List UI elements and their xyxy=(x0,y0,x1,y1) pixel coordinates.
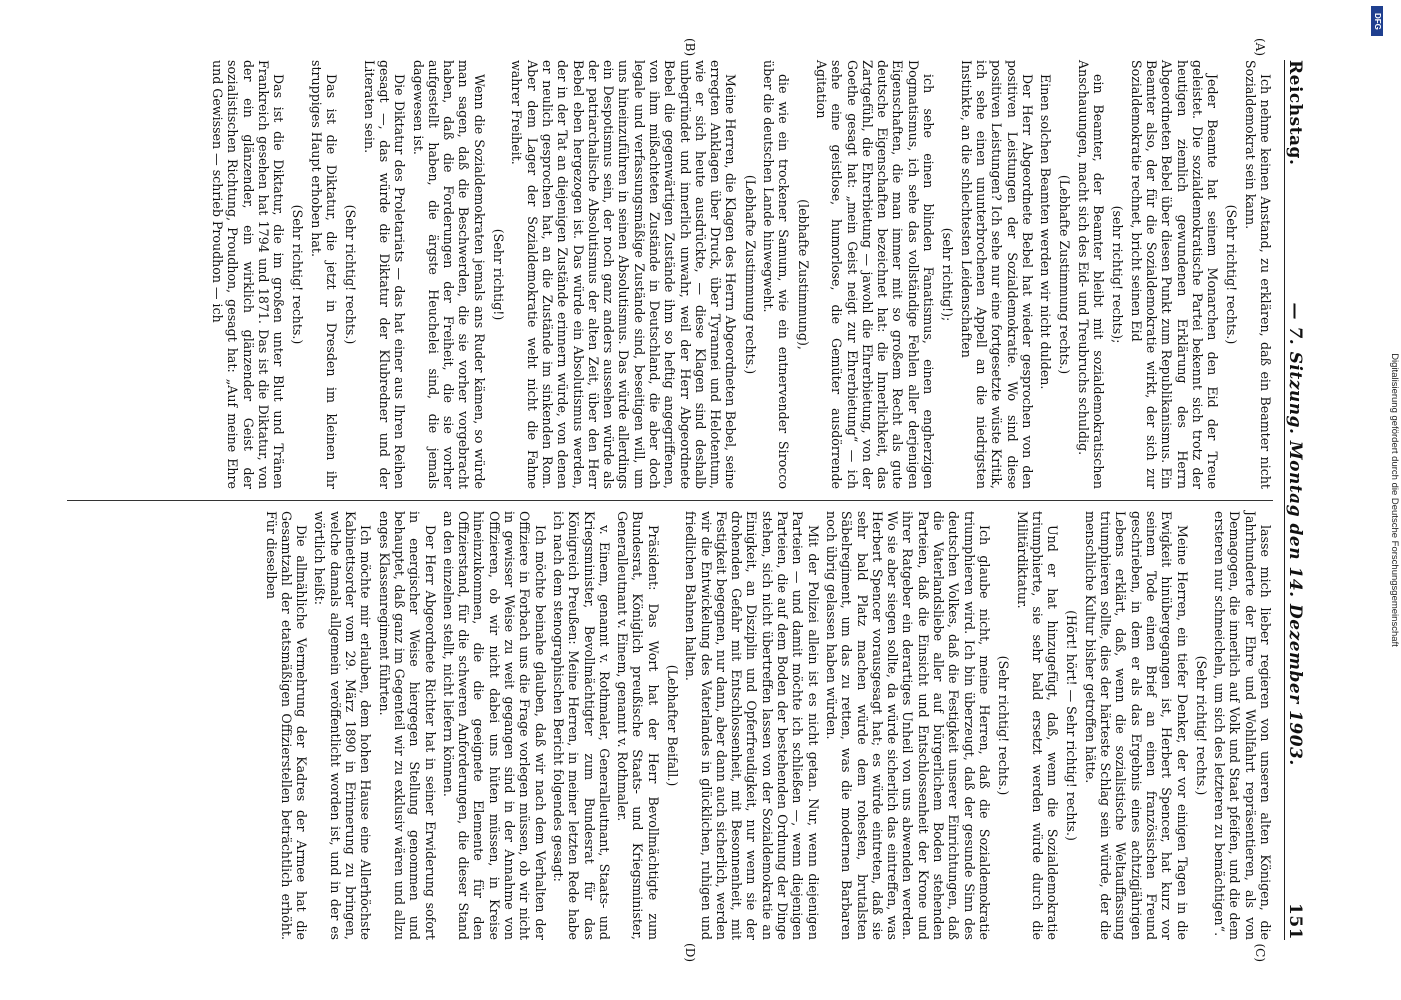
page-header xyxy=(1284,60,1319,940)
left-column xyxy=(67,60,1273,489)
paragraph: Präsident: Das Wort hat der Herr Bevollmächtigte zum Bundesrat, Königlich preußische Staats- und Kriegsminister, Generalleutnant v. Einem, genannt v. Rothmaler. xyxy=(615,511,661,940)
paragraph: (Sehr richtig! rechts.) xyxy=(290,204,306,345)
paragraph: Einen solchen Beamten werden wir nicht dulden. xyxy=(1038,74,1054,390)
paragraph: (Sehr richtig! rechts.) xyxy=(343,204,359,345)
right-column xyxy=(67,511,1273,940)
margin-marker-b: (B) xyxy=(683,38,697,57)
dfg-logo: DFG xyxy=(1371,6,1383,36)
page-number: 151 xyxy=(1285,903,1305,940)
paragraph: (Sehr richtig! rechts.) xyxy=(1224,204,1240,345)
paragraph: Das ist die Diktatur, die im großen unter Blut und Tränen Frankreich gesehen hat 1794 und 1871. Das ist die Diktatur, von der ein glänzender, ein wirklich glänzender Geist der sozialistischen Richtung, Proudhon, gesagt hat: „Auf meine Ehre und Gewissen — schrieb Proudhon — ich xyxy=(210,60,287,489)
paragraph: Die allmähliche Vermehrung der Kadres der Armee hat die Gesamtzahl der etatsmäßigen Offizierstellen beträchtlich erhöht. Für dieselben xyxy=(263,511,310,940)
header-left: Reichstag. xyxy=(1285,60,1305,166)
paragraph: (sehr richtig! rechts); xyxy=(1110,205,1126,344)
paragraph: (lebhafte Zustimmung), xyxy=(795,199,811,350)
paragraph: Das ist die Diktatur, die jetzt in Dresden im kleinen ihr struppiges Haupt erhoben hat. xyxy=(308,60,340,489)
paragraph: Mit der Polizei allein ist es nicht getan. Nur, wenn diejenigen Parteien — und damit möchte ich schließen —, wenn diejenigen Parteien, die auf dem Boden der bestehenden Ordnung der Dinge stehen, sich nicht übertreffen lassen von der Sozialdemokratie an Einigkeit, an Disziplin und Opferfreudigkeit, nur wenn sie der drohenden Gefahr mit Entschlossenheit, mit Besonnenheit, mit Festigkeit begegnen, nur dann, aber dann auch sicherlich, werden wir die Entwickelung des Vaterlandes in glücklichen, ruhigen und friedlichen Bahnen halten. xyxy=(683,511,821,940)
paragraph: (sehr richtig!); xyxy=(940,227,956,322)
paragraph: Ich nehme keinen Anstand, zu erklären, daß ein Beamter nicht Sozialdemokrat sein kann. xyxy=(1242,60,1273,489)
paragraph: Meine Herren, die Klagen des Herrn Abgeordneten Bebel, seine erregten Anklagen über Druck, über Tyrannei und Helotentum, wie er sich heute ausdrückte, — diese Klagen sind deshalb unbegründet und innerlich unwahr, weil der Herr Abgeordnete Bebel die gegenwärtigen Zustände ihm so heftig angegriffenen, von ihm mißachteten Zustände in Deutschland, die aber doch legale und verfassungsmäßige Zustände sind, beseitigen will, um uns hineinzuführen in seinen Absolutismus. Das würde allerdings ein Despotismus sein, der noch ganz anders aussehen würde als der patriarchalische Absolutismus der alten Zeit, über den Herr Bebel eben hergezogen ist. Das würde ein Absolutismus werden, der in der Tat an diejenigen Zustände erinnern würde, von denen er neulich gesprochen hat, an die Zustände im sinkenden Rom. Aber dem Lager der Sozialdemokratie weht nicht die Fahne wahrer Freiheit. xyxy=(509,60,739,489)
paragraph: ein Beamter, der Beamter bleibt mit sozialdemokratischen Anschauungen, macht sich des Eid- und Treubruchs schuldig. xyxy=(1075,60,1107,489)
paragraph: lasse mich lieber regieren von unseren alten Königen, die Jahrhunderte der Ehre und Wohlfahrt repräsentieren, als von Demagogen, die innerlich auf Volk und Staat pfeifen, und die dem ersteren nur schmeicheln, um sich des letzteren zu bemächtigen“. xyxy=(1212,511,1273,940)
paragraph: die wie ein trockener Samum, wie ein entnervender Sirocco über die deutschen Lande hinwegweht. xyxy=(761,60,792,489)
paragraph: (Sehr richtig!) xyxy=(491,228,507,321)
paragraph: (Hört! hört! — Sehr richtig! rechts.) xyxy=(1064,610,1080,841)
margin-marker-d: (D) xyxy=(683,943,697,962)
paragraph: (Sehr richtig! rechts.) xyxy=(1193,655,1209,796)
margin-marker-a: (A) xyxy=(1253,38,1267,57)
paragraph: Ich glaube nicht, meine Herren, daß die Sozialdemokratie triumphieren wird. Ich bin überzeugt, daß der gesunde Sinn des deutschen Volkes, daß die Festigkeit unserer Einrichtungen, daß die Vaterlandsliebe aller auf bürgerlichem Boden stehenden Parteien, daß die Einsicht und Entschlossenheit der Krone und ihrer Ratgeber ein derartiges Unheil von uns abwenden werden. Wo sie aber siegen sollte, da würde sicherlich das eintreffen, was Herbert Spencer vorausgesagt hat; es würde eintreten, daß sie sehr bald Platz machen würde dem rohesten, brutalsten Säbelregiment, um das zu retten, was die modernen Barbaren noch übrig gelassen haben würden. xyxy=(823,511,992,940)
text-columns xyxy=(67,60,1273,940)
paragraph: (Sehr richtig! rechts.) xyxy=(996,655,1012,796)
paragraph: ich sehe einen blinden Fanatismus, einen engherzigen Dogmatismus, ich sehe das vollständige Fehlen aller derjenigen Eigenschaften, die man immer mit so großem Recht als gute deutsche Eigenschaften bezeichnet hat: die Innerlichkeit, das Zartgefühl, die Ehrerbietung — jawohl die Ehrerbietung, von der Goethe gesagt hat: „mein Geist neigt zur Ehrerbietung“ — ich sehe eine geistlose, humorlose, die Gemüter ausdörrende Agitation xyxy=(813,60,937,489)
paragraph: Ich möchte beinahe glauben, daß wir nach dem Verhalten der Offiziere in Forbach uns die Frage vorlegen müssen, ob wir nicht in gewisser Weise zu weit gegangen sind in der Annahme von Offizieren, ob wir nicht dabei uns hüten müssen, in Kreise hineinzukommen, die die geeignete Elemente für den Offizierstand, für die schweren Anforderungen, die dieser Stand an den einzelnen stellt, nicht liefern können. xyxy=(440,511,548,940)
paragraph: Der Herr Abgeordnete Bebel hat wieder gesprochen von den positiven Leistungen der Sozialdemokratie. Wo sind diese positiven Leistungen? Ich sehe nur eine fortgesetzte wüste Kritik, ich sehe einen ununterbrochenen Appell an die niedrigsten Instinkte, an die schlechtesten Leidenschaften xyxy=(958,60,1035,489)
margin-marker-c: (C) xyxy=(1253,943,1267,962)
paragraph: (Lebhafte Zustimmung rechts.) xyxy=(1057,174,1073,375)
paragraph: Jeder Beamte hat seinem Monarchen den Eid der Treue geleistet. Die sozialdemokratische Partei bekennt sich trotz der heutigen ziemlich gewundenen Erklärung des Herrn Abgeordneten Bebel über diesen Punkt zum Republikanismus. Ein Beamter also, der für die Sozialdemokratie wirkt, der sich zur Sozialdemokratie rechnet, bricht seinen Eid xyxy=(1128,60,1221,489)
header-center: — 7. Sitzung. Montag den 14. Dezember 1903. xyxy=(1285,302,1305,766)
digitization-credit: Digitalisierung gefördert durch die Deutsche Forschungsgemeinschaft xyxy=(1389,353,1401,647)
paragraph: Wenn die Sozialdemokraten jemals ans Ruder kämen, so würde man sagen, daß die Beschwerden, die sie vorher vorgebracht haben, daß die Forderungen der Freiheit, die sie vorher aufgestellt haben, die ärgste Heuchelei sind, die jemals dagewesen ist. xyxy=(410,60,487,489)
document-page xyxy=(47,30,1337,970)
paragraph: Der Herr Abgeordnete Richter hat in seiner Erwiderung sofort in energischer Weise hiergegen Stellung genommen und behauptet, daß ganz im Gegenteil wir zu exklusiv wären und allzu enges Klassenregiment führten. xyxy=(376,511,438,940)
paragraph: (Lebhafte Zustimmung rechts.) xyxy=(742,174,758,375)
paragraph: Meine Herren, ein tiefer Denker, der vor einigen Tagen in die Ewigkeit hinübergegangen ist, Herbert Spencer, hat kurz vor seinem Tode einen Brief an einen französischen Freund geschrieben, in dem er als das Ergebnis eines achtzigjährigen Lebens erklärt, daß, wenn die sozialistische Weltauffassung triumphieren sollte, dies der härteste Schlag sein würde, der die menschliche Kultur bisher getroffen hätte. xyxy=(1082,511,1190,940)
paragraph: Ich möchte mir erlauben, dem hohen Hause eine Allerhöchste Kabinettsorder vom 29. März 1890 in Erinnerung zu bringen, welche damals allgemein veröffentlicht worden ist, und in der es wörtlich heißt: xyxy=(312,511,374,940)
paragraph: v. Einem, genannt v. Rothmaler, Generalleutnant, Staats- und Kriegsminister, Bevollmächtigter zum Bundesrat für das Königreich Preußen: Meine Herren, in meiner letzten Rede habe ich nach dem stenographischen Bericht folgendes gesagt: xyxy=(550,511,612,940)
paragraph: Die Diktatur des Proletariats — das hat einer aus Ihren Reihen gesagt —, das würde die Diktatur der Klubredner und der Literaten sein. xyxy=(361,60,408,489)
paragraph: (Lebhafter Beifall.) xyxy=(665,664,681,787)
paragraph: Und er hat hinzugefügt, daß, wenn die Sozialdemokratie triumphierte, sie sehr bald ersetzt werden würde durch die Militärdiktatur. xyxy=(1014,511,1061,940)
